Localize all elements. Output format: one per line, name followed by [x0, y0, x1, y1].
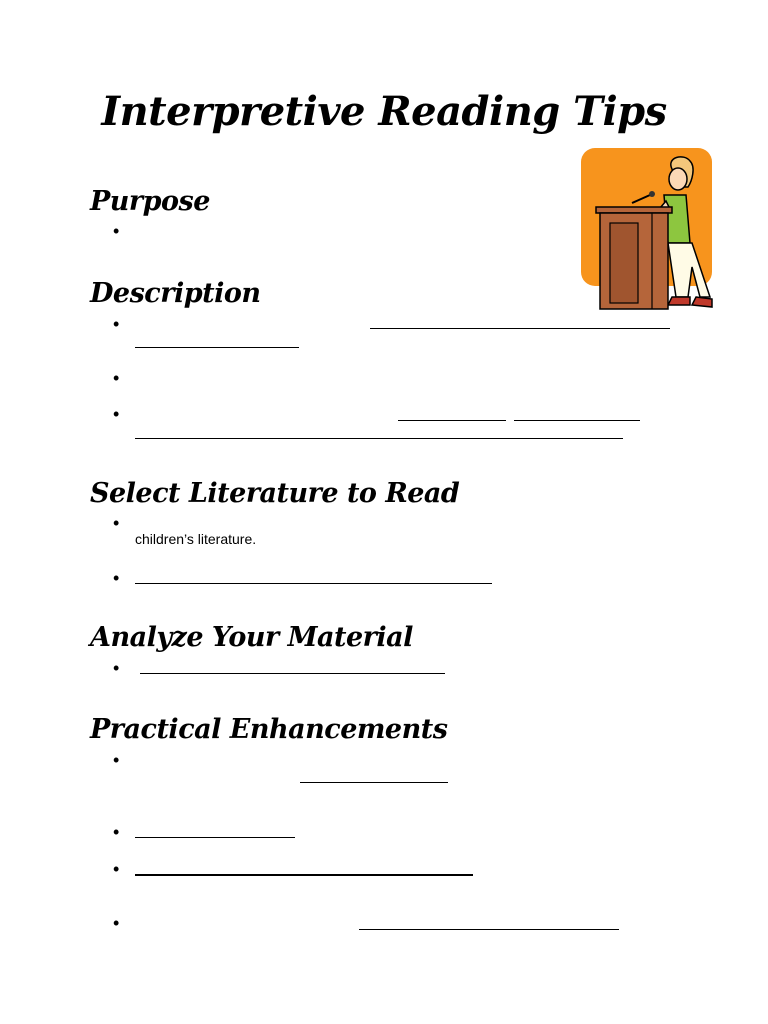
list-bullet: •: [113, 859, 120, 879]
list-bullet: •: [113, 513, 120, 533]
fill-in-blank-line: [135, 438, 623, 439]
fill-in-blank-line: [370, 328, 670, 329]
list-bullet: •: [113, 368, 120, 388]
fill-in-blank-line: [135, 837, 295, 838]
fill-in-blank-line: [300, 782, 448, 783]
section-heading-practical-enhancements: Practical Enhancements: [90, 714, 448, 745]
page-title: Interpretive Reading Tips: [101, 88, 667, 135]
fill-in-blank-line: [135, 874, 473, 876]
section-heading-description: Description: [90, 278, 261, 309]
fill-in-blank-line: [398, 420, 506, 421]
list-bullet: •: [113, 568, 120, 588]
fill-in-blank-line: [140, 673, 445, 674]
list-bullet: •: [113, 822, 120, 842]
section-heading-select-literature: Select Literature to Read: [90, 478, 460, 509]
fill-in-blank-line: [359, 929, 619, 930]
section-heading-purpose: Purpose: [90, 186, 210, 217]
list-bullet: •: [113, 750, 120, 770]
list-bullet: •: [113, 404, 120, 424]
list-bullet: •: [113, 658, 120, 678]
fill-in-blank-line: [135, 583, 492, 584]
section-heading-analyze-material: Analyze Your Material: [90, 622, 413, 653]
bullet-text: children’s literature.: [135, 531, 257, 547]
list-bullet: •: [113, 221, 120, 241]
speaker-at-podium-icon: [580, 147, 714, 311]
list-bullet: •: [113, 314, 120, 334]
fill-in-blank-line: [135, 347, 299, 348]
fill-in-blank-line: [514, 420, 640, 421]
list-bullet: •: [113, 913, 120, 933]
